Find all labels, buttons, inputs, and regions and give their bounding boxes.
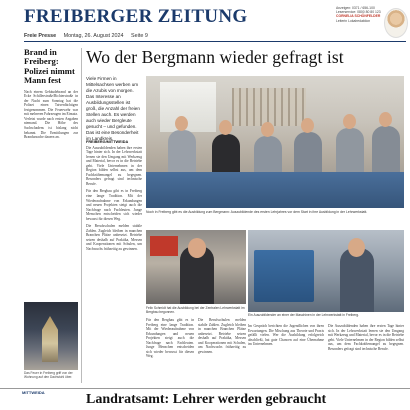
masthead-title: FREIBERGER ZEITUNG bbox=[24, 6, 248, 27]
article-headline: Wo der Bergmann wieder gefragt ist bbox=[86, 47, 344, 67]
contact-line-2: Leserservice: 0800 80 80 123 bbox=[336, 10, 381, 15]
column-dateline: FREIBERG/MITTWEIDA bbox=[86, 140, 129, 144]
photo-head bbox=[261, 122, 274, 137]
left-headline: Brand in Freiberg: Polizei nimmt Mann fest bbox=[24, 47, 75, 86]
article-column-2 bbox=[146, 318, 194, 386]
photo-head bbox=[343, 114, 356, 129]
photo-head bbox=[188, 238, 206, 258]
machine-photo bbox=[248, 230, 404, 312]
photo-workbench bbox=[146, 172, 404, 208]
fire-photo bbox=[24, 302, 78, 370]
article-column-1 bbox=[86, 140, 142, 384]
editor-avatar bbox=[384, 8, 408, 38]
column-text: Für den Bergbau gibt es in Freiberg eine lange Tradition. Mit der Wiederaufnahme von Erkundungen und neuen Projekten steigt auch die Nachfrage nach Fachleuten. Junge Menschen entscheiden sich wieder bewusst für diesen Weg. bbox=[86, 189, 142, 221]
page-number: Seite 9 bbox=[131, 33, 148, 39]
photo-tool-wall bbox=[232, 88, 306, 126]
column-text: Im Gespräch berichten die Jugendlichen von ihren Erwartungen. Die Mischung aus Theorie und Praxis gefällt vielen. Wer die Ausbildung erfolgreich abschließt, hat gute Chancen auf eine Übernahme im Unternehmen. bbox=[248, 324, 324, 347]
contact-name: CORNELIA SCHÖNFELDER bbox=[336, 14, 381, 19]
bottom-headline: Landratsamt: Lehrer werden gebraucht bbox=[86, 392, 327, 407]
main-photo-caption: Noch in Freiberg gibt es die Ausbildung zum Bergmann: Auszubildende des ersten Lehrjahres vor dem Start in ihre Ausbildung in der Lehrwerkstatt. bbox=[146, 210, 368, 214]
photo-head bbox=[175, 116, 188, 131]
column-text: Die Berufsschulen melden stabile Zahlen. Zugleich bleiben in manchen Branchen Plätze unbesetzt. Betriebe setzen deshalb auf Praktika, Messen und Kooperationen mit Schulen, um Nachwuchs frühzeitig zu gewinnen. bbox=[86, 224, 142, 252]
masthead bbox=[24, 6, 324, 32]
article-column-5 bbox=[328, 324, 404, 386]
apprentice-portrait-photo bbox=[146, 230, 246, 304]
article-column-4 bbox=[248, 324, 324, 386]
photo-head bbox=[219, 120, 232, 135]
left-body-text: Nach einem Gebäudebrand an der Ecke Schillerstraße/Richterstraße in der Nacht zum Sonntag hat die Polizei einen Tatverdächtigen festgenommen. Die Feuerwehr war mit mehreren Fahrzeugen im Einsatz. Verletzt wurde nach ersten Angaben niemand. Die Höhe des Sachschadens ist bislang nicht bekannt. Die Ermittlungen zur Brandursache dauern an. bbox=[24, 89, 78, 140]
photo-machine bbox=[254, 250, 314, 302]
photo-head bbox=[301, 118, 314, 133]
fire-photo-caption: Das Feuer in Freiberg griff von der Wohnung auf den Dachstuhl über. bbox=[24, 371, 73, 379]
article-lead: Viele Firmen in Mittelsachsen werben um die Azubis von morgen. Das Interesse an Ausbildungsstellen ist groß, die Anzahl der freien Stellen auch. Es werden auch wieder Bergleute gesucht – und gefunden. Das ist eine Besonderheit im Landkreis. bbox=[86, 76, 140, 141]
contact-role: Leiterin Lokalredaktion bbox=[336, 18, 371, 23]
contact-line-1: Anzeigen: 0371 / 656-100 bbox=[336, 6, 375, 10]
contact-box bbox=[336, 6, 382, 40]
portrait-photo-caption: Felix Schmidt hat die Ausbildung bei der Zentralen Lehrwerkstatt im Bergbau begonnen. bbox=[146, 306, 245, 315]
masthead-rule bbox=[24, 41, 406, 42]
edition-name: Freie Presse bbox=[24, 33, 57, 39]
column-divider bbox=[81, 48, 82, 383]
column-text: Für den Bergbau gibt es in Freiberg eine lange Tradition. Mit der Wiederaufnahme von Erkundungen und neuen Projekten steigt auch die Nachfrage nach Fachleuten. Junge Menschen entscheiden sich wieder bewusst für diesen Weg. bbox=[146, 318, 194, 359]
article-column-3 bbox=[198, 318, 246, 386]
photo-sign bbox=[150, 236, 178, 256]
column-text: Die Berufsschulen melden stabile Zahlen. Zugleich bleiben in manchen Branchen Plätze unbesetzt. Betriebe setzen deshalb auf Praktika, Messen und Kooperationen mit Schulen, um Nachwuchs frühzeitig zu gewinnen. bbox=[198, 318, 246, 354]
photo-person bbox=[340, 248, 374, 312]
apprentices-group-photo bbox=[146, 76, 404, 208]
bottom-rule bbox=[0, 388, 410, 389]
photo-window bbox=[160, 82, 216, 132]
edition-date: Montag, 26. August 2024 bbox=[63, 33, 124, 39]
photo-head bbox=[348, 238, 365, 257]
machine-photo-caption: Ein Auszubildender an einer der Maschinen in der Lehrwerkstatt in Freiberg. bbox=[248, 313, 360, 317]
left-column bbox=[24, 48, 78, 140]
edition-line bbox=[24, 33, 154, 39]
bottom-section-label: MITTWEIDA bbox=[22, 390, 45, 395]
column-text: Die Auszubildenden haben ihre ersten Tage hinter sich. In der Lehrwerkstatt lernen sie den Umgang mit Werkzeug und Material, bevor es in die Betriebe geht. Viele Unternehmen in der Region bilden selbst aus, um dem Fachkräftemangel zu begegnen. Besonders gefragt sind technische Berufe. bbox=[328, 324, 404, 351]
photo-head bbox=[379, 112, 392, 127]
column-text: Die Auszubildenden haben ihre ersten Tage hinter sich. In der Lehrwerkstatt lernen sie den Umgang mit Werkzeug und Material, bevor es in die Betriebe geht. Viele Unternehmen in der Region bilden selbst aus, um dem Fachkräftemangel zu begegnen. Besonders gefragt sind technische Berufe. bbox=[86, 145, 142, 186]
